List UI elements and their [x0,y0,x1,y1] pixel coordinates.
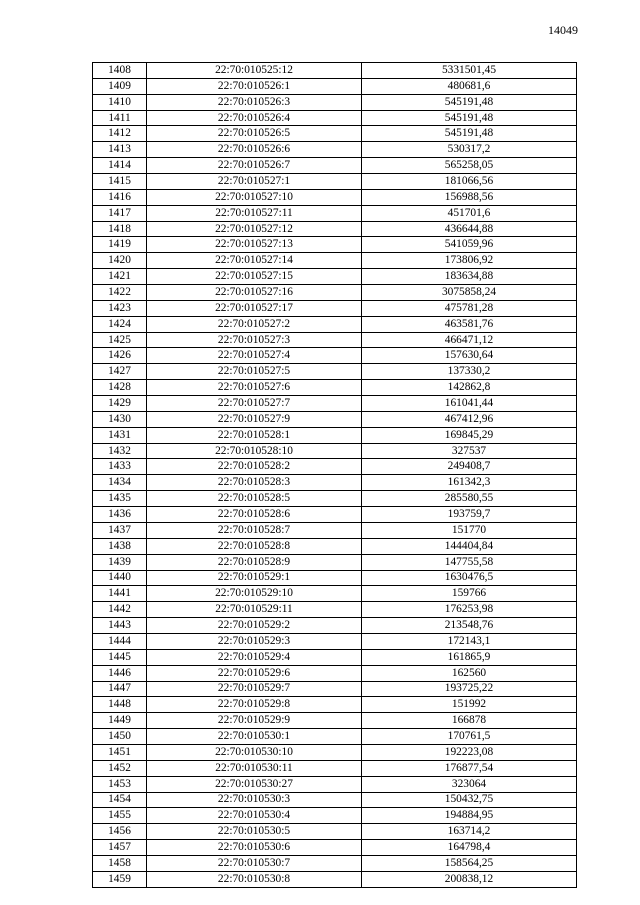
table-row [93,871,577,887]
row-number-cell: 1435 [93,491,147,507]
cadastral-value-cell: 466471,12 [362,332,577,348]
cadastral-value-cell: 157630,64 [362,348,577,364]
cadastral-number-cell: 22:70:010530:7 [147,855,362,871]
cadastral-number-cell: 22:70:010530:10 [147,744,362,760]
row-number-cell: 1448 [93,697,147,713]
row-number-cell: 1456 [93,824,147,840]
table-row [93,348,577,364]
cadastral-number-cell: 22:70:010530:11 [147,760,362,776]
cadastral-number-cell: 22:70:010528:5 [147,491,362,507]
cadastral-value-cell: 249408,7 [362,459,577,475]
cadastral-value-cell: 327537 [362,443,577,459]
cadastral-value-cell: 193759,7 [362,507,577,523]
cadastral-number-cell: 22:70:010529:9 [147,713,362,729]
cadastral-number-cell: 22:70:010530:5 [147,824,362,840]
table-row [93,380,577,396]
cadastral-number-cell: 22:70:010528:8 [147,538,362,554]
row-number-cell: 1458 [93,855,147,871]
table-row [93,158,577,174]
table-row [93,285,577,301]
row-number-cell: 1459 [93,871,147,887]
table-row [93,697,577,713]
cadastral-value-cell: 173806,92 [362,253,577,269]
row-number-cell: 1455 [93,808,147,824]
row-number-cell: 1417 [93,205,147,221]
row-number-cell: 1454 [93,792,147,808]
table-row [93,681,577,697]
row-number-cell: 1430 [93,411,147,427]
table-row [93,142,577,158]
table-row [93,443,577,459]
table-row [93,808,577,824]
table-row [93,729,577,745]
cadastral-number-cell: 22:70:010527:9 [147,411,362,427]
row-number-cell: 1425 [93,332,147,348]
cadastral-number-cell: 22:70:010528:3 [147,475,362,491]
cadastral-number-cell: 22:70:010530:6 [147,840,362,856]
row-number-cell: 1434 [93,475,147,491]
row-number-cell: 1409 [93,78,147,94]
cadastral-value-cell: 151992 [362,697,577,713]
cadastral-number-cell: 22:70:010529:10 [147,586,362,602]
row-number-cell: 1408 [93,63,147,79]
cadastral-value-cell: 530317,2 [362,142,577,158]
cadastral-number-cell: 22:70:010528:7 [147,522,362,538]
row-number-cell: 1423 [93,300,147,316]
row-number-cell: 1441 [93,586,147,602]
cadastral-value-cell: 150432,75 [362,792,577,808]
cadastral-value-cell: 545191,48 [362,110,577,126]
page-number: 14049 [548,23,578,37]
table-row [93,396,577,412]
row-number-cell: 1418 [93,221,147,237]
cadastral-value-cell: 5331501,45 [362,63,577,79]
cadastral-value-cell: 147755,58 [362,554,577,570]
cadastral-number-cell: 22:70:010530:4 [147,808,362,824]
cadastral-number-cell: 22:70:010529:1 [147,570,362,586]
cadastral-number-cell: 22:70:010527:13 [147,237,362,253]
table-row [93,824,577,840]
table-row [93,792,577,808]
cadastral-number-cell: 22:70:010528:2 [147,459,362,475]
table-row [93,269,577,285]
cadastral-number-cell: 22:70:010527:4 [147,348,362,364]
cadastral-number-cell: 22:70:010526:6 [147,142,362,158]
cadastral-number-cell: 22:70:010527:11 [147,205,362,221]
table-row [93,174,577,190]
cadastral-value-cell: 183634,88 [362,269,577,285]
cadastral-value-cell: 545191,48 [362,94,577,110]
cadastral-number-cell: 22:70:010525:12 [147,63,362,79]
cadastral-number-cell: 22:70:010526:7 [147,158,362,174]
cadastral-number-cell: 22:70:010529:4 [147,649,362,665]
row-number-cell: 1420 [93,253,147,269]
cadastral-number-cell: 22:70:010529:6 [147,665,362,681]
row-number-cell: 1445 [93,649,147,665]
cadastral-number-cell: 22:70:010526:1 [147,78,362,94]
table-row [93,364,577,380]
row-number-cell: 1439 [93,554,147,570]
cadastral-value-cell: 151770 [362,522,577,538]
cadastral-number-cell: 22:70:010527:3 [147,332,362,348]
row-number-cell: 1431 [93,427,147,443]
table-body [93,63,577,888]
row-number-cell: 1429 [93,396,147,412]
cadastral-value-cell: 137330,2 [362,364,577,380]
row-number-cell: 1457 [93,840,147,856]
cadastral-value-cell: 545191,48 [362,126,577,142]
row-number-cell: 1414 [93,158,147,174]
cadastral-number-cell: 22:70:010529:2 [147,618,362,634]
row-number-cell: 1428 [93,380,147,396]
table-row [93,522,577,538]
cadastral-value-cell: 163714,2 [362,824,577,840]
row-number-cell: 1442 [93,602,147,618]
cadastral-number-cell: 22:70:010528:10 [147,443,362,459]
row-number-cell: 1452 [93,760,147,776]
table-row [93,300,577,316]
table-row [93,665,577,681]
cadastral-value-cell: 176877,54 [362,760,577,776]
table-row [93,538,577,554]
table-row [93,126,577,142]
cadastral-value-cell: 162560 [362,665,577,681]
table-row [93,411,577,427]
row-number-cell: 1412 [93,126,147,142]
cadastral-number-cell: 22:70:010527:12 [147,221,362,237]
cadastral-value-cell: 161342,3 [362,475,577,491]
table-row [93,602,577,618]
table-row [93,776,577,792]
cadastral-value-cell: 161041,44 [362,396,577,412]
table-row [93,570,577,586]
table-row [93,63,577,79]
table-row [93,840,577,856]
table-row [93,649,577,665]
row-number-cell: 1421 [93,269,147,285]
row-number-cell: 1437 [93,522,147,538]
row-number-cell: 1413 [93,142,147,158]
cadastral-number-cell: 22:70:010527:6 [147,380,362,396]
table-row [93,221,577,237]
cadastral-value-cell: 541059,96 [362,237,577,253]
table-row [93,586,577,602]
cadastral-number-cell: 22:70:010527:2 [147,316,362,332]
row-number-cell: 1415 [93,174,147,190]
table-row [93,94,577,110]
cadastral-number-cell: 22:70:010526:4 [147,110,362,126]
cadastral-value-cell: 161865,9 [362,649,577,665]
cadastral-value-cell: 144404,84 [362,538,577,554]
table-row [93,427,577,443]
table-row [93,713,577,729]
cadastral-value-cell: 142862,8 [362,380,577,396]
table-row [93,475,577,491]
cadastral-value-cell: 169845,29 [362,427,577,443]
table-row [93,459,577,475]
cadastral-value-cell: 181066,56 [362,174,577,190]
cadastral-number-cell: 22:70:010527:10 [147,189,362,205]
cadastral-value-cell: 170761,5 [362,729,577,745]
cadastral-value-cell: 194884,95 [362,808,577,824]
table-row [93,633,577,649]
row-number-cell: 1436 [93,507,147,523]
table-row [93,744,577,760]
cadastral-value-cell: 166878 [362,713,577,729]
row-number-cell: 1432 [93,443,147,459]
table-row [93,507,577,523]
row-number-cell: 1433 [93,459,147,475]
table-row [93,189,577,205]
cadastral-number-cell: 22:70:010530:1 [147,729,362,745]
table-row [93,332,577,348]
row-number-cell: 1449 [93,713,147,729]
table-row [93,316,577,332]
cadastral-number-cell: 22:70:010530:3 [147,792,362,808]
row-number-cell: 1440 [93,570,147,586]
cadastral-value-cell: 164798,4 [362,840,577,856]
cadastral-number-cell: 22:70:010530:27 [147,776,362,792]
cadastral-value-cell: 475781,28 [362,300,577,316]
row-number-cell: 1443 [93,618,147,634]
cadastral-value-cell: 176253,98 [362,602,577,618]
cadastral-number-cell: 22:70:010529:8 [147,697,362,713]
cadastral-value-cell: 565258,05 [362,158,577,174]
row-number-cell: 1426 [93,348,147,364]
cadastral-value-cell: 213548,76 [362,618,577,634]
row-number-cell: 1416 [93,189,147,205]
cadastral-number-cell: 22:70:010527:5 [147,364,362,380]
row-number-cell: 1446 [93,665,147,681]
cadastral-value-cell: 172143,1 [362,633,577,649]
table-row [93,78,577,94]
cadastral-value-cell: 156988,56 [362,189,577,205]
table-row [93,110,577,126]
cadastral-value-cell: 451701,6 [362,205,577,221]
cadastral-number-cell: 22:70:010527:1 [147,174,362,190]
row-number-cell: 1451 [93,744,147,760]
row-number-cell: 1450 [93,729,147,745]
table-row [93,618,577,634]
table-row [93,554,577,570]
cadastral-number-cell: 22:70:010528:9 [147,554,362,570]
cadastral-number-cell: 22:70:010530:8 [147,871,362,887]
table-row [93,855,577,871]
cadastral-value-cell: 193725,22 [362,681,577,697]
cadastral-number-cell: 22:70:010526:5 [147,126,362,142]
cadastral-value-cell: 3075858,24 [362,285,577,301]
cadastral-value-cell: 200838,12 [362,871,577,887]
cadastral-value-table [92,62,577,888]
cadastral-number-cell: 22:70:010527:16 [147,285,362,301]
row-number-cell: 1419 [93,237,147,253]
cadastral-number-cell: 22:70:010526:3 [147,94,362,110]
row-number-cell: 1422 [93,285,147,301]
row-number-cell: 1438 [93,538,147,554]
row-number-cell: 1427 [93,364,147,380]
cadastral-number-cell: 22:70:010527:14 [147,253,362,269]
cadastral-number-cell: 22:70:010529:3 [147,633,362,649]
cadastral-value-cell: 480681,6 [362,78,577,94]
cadastral-value-cell: 285580,55 [362,491,577,507]
table-row [93,491,577,507]
cadastral-number-cell: 22:70:010527:17 [147,300,362,316]
cadastral-number-cell: 22:70:010527:7 [147,396,362,412]
cadastral-number-cell: 22:70:010528:1 [147,427,362,443]
table-row [93,760,577,776]
cadastral-value-cell: 467412,96 [362,411,577,427]
table-row [93,253,577,269]
row-number-cell: 1424 [93,316,147,332]
cadastral-number-cell: 22:70:010527:15 [147,269,362,285]
cadastral-value-cell: 1630476,5 [362,570,577,586]
cadastral-value-cell: 192223,08 [362,744,577,760]
row-number-cell: 1411 [93,110,147,126]
cadastral-number-cell: 22:70:010529:7 [147,681,362,697]
cadastral-value-cell: 463581,76 [362,316,577,332]
cadastral-value-cell: 158564,25 [362,855,577,871]
table-row [93,205,577,221]
cadastral-number-cell: 22:70:010529:11 [147,602,362,618]
cadastral-value-cell: 436644,88 [362,221,577,237]
cadastral-number-cell: 22:70:010528:6 [147,507,362,523]
cadastral-value-cell: 159766 [362,586,577,602]
row-number-cell: 1453 [93,776,147,792]
row-number-cell: 1444 [93,633,147,649]
table-row [93,237,577,253]
cadastral-value-cell: 323064 [362,776,577,792]
row-number-cell: 1447 [93,681,147,697]
row-number-cell: 1410 [93,94,147,110]
